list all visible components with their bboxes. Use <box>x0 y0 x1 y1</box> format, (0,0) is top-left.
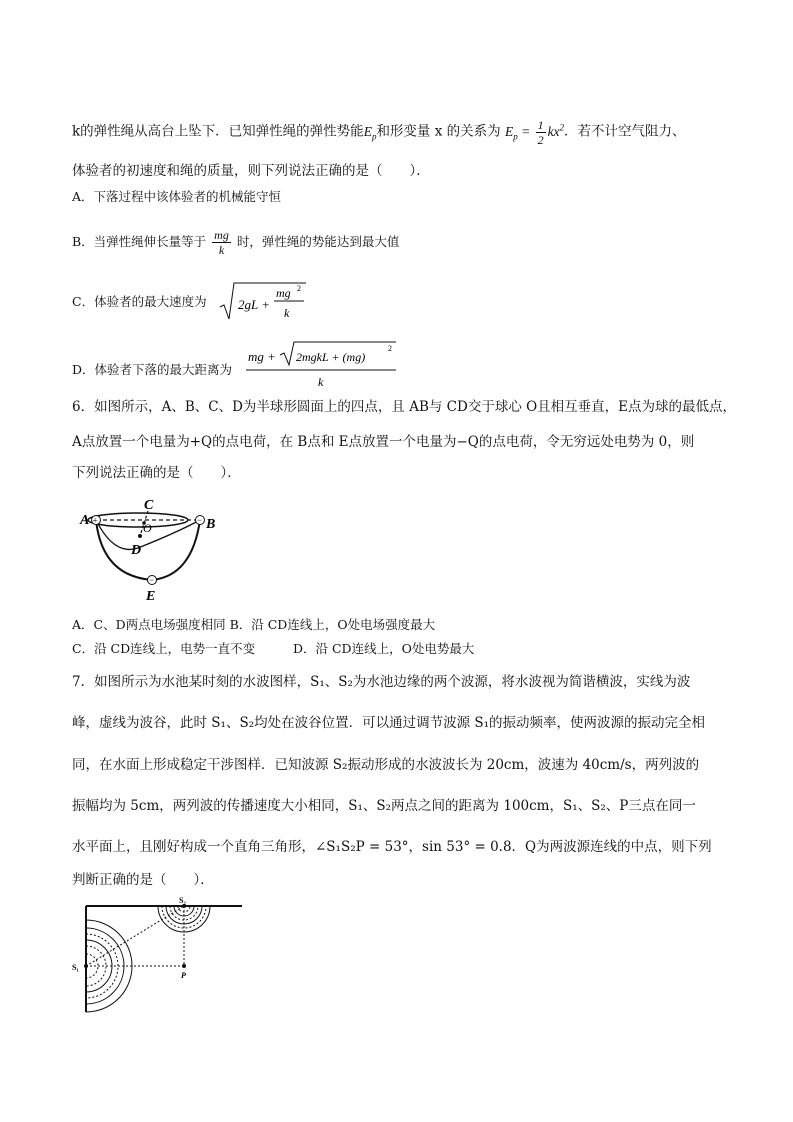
ep-symbol: $E_p$ <box>363 123 377 142</box>
q7-stem-line6: 判断正确的是（ ）． <box>72 872 214 888</box>
label-s2: S₂ <box>179 896 186 905</box>
q5-stem-line2: 体验者的初速度和绳的质量，则下列说法正确的是（ ）． <box>72 163 430 179</box>
source-s1 <box>84 964 88 968</box>
q6-stem-line3: 下列说法正确的是（ ）． <box>72 465 241 481</box>
q5-option-b-text-a: B．当弹性绳伸长量等于 <box>72 234 207 249</box>
svg-text:k: k <box>318 375 324 389</box>
half-fraction: $\frac{1}{2}$ <box>537 118 544 147</box>
svg-text:−: − <box>149 575 155 585</box>
q7-stem-line3: 同，在水面上形成稳定干涉图样．已知波源 S₂振动形成的水波波长为 20cm，波速为 40cm/s，两列波的 <box>72 757 700 773</box>
q5-option-d-formula <box>246 339 398 391</box>
point-d <box>138 534 142 538</box>
q5-option-c-formula <box>218 279 308 325</box>
q5-stem-line1 <box>72 118 686 147</box>
q7-stem-line4: 振幅均为 5cm，两列波的传播速度大小相同，S₁、S₂两点之间的距离为 100cm，S₁、S₂、P三点在同一 <box>72 798 696 814</box>
q6-option-d: D．沿 CD连线上，O处电势最大 <box>293 641 475 656</box>
svg-text:2: 2 <box>297 284 301 293</box>
q5-option-c-text: C．体验者的最大速度为 <box>72 294 207 309</box>
q5-stem-text-a: k的弹性绳从高台上坠下．已知弹性绳的弹性势能 <box>72 123 364 140</box>
q6-stem-line2: A点放置一个电量为+Q的点电荷，在 B点和 E点放置一个电量为−Q的点电荷，令无穷远处电势为 0，则 <box>72 434 695 450</box>
q5-stem-text-c: ．若不计空气阻力、 <box>564 123 686 140</box>
q7-stem-line1: 7．如图所示为水池某时刻的水波图样，S₁、S₂为水池边缘的两个波源，将水波视为简谐横波，实线为波 <box>72 674 691 690</box>
q5-stem-text-b: 和形变量 x 的关系为 <box>376 123 501 140</box>
q6-option-c: C．沿 CD连线上，电势一直不变 <box>72 641 256 656</box>
q5-option-b-text-b: 时，弹性绳的势能达到最大值 <box>236 234 400 249</box>
svg-text:mg +: mg + <box>248 349 276 364</box>
q5-option-d <box>72 361 232 379</box>
q5-option-a: A．下落过程中该体验者的机械能守恒 <box>72 189 282 204</box>
label-e: E <box>146 589 156 604</box>
q6-stem-line1: 6．如图所示，A、B、C、D为半球形圆面上的四点，且 AB与 CD交于球心 O且相互垂直，E点为球的最低点， <box>72 399 737 415</box>
svg-text:k: k <box>284 306 290 320</box>
s1-crest-3 <box>86 920 132 1012</box>
svg-text:mg: mg <box>276 286 291 300</box>
q5-option-d-text: D．体验者下落的最大距离为 <box>72 362 233 377</box>
label-c: C <box>144 498 154 513</box>
q6-hemisphere-figure <box>80 494 220 604</box>
q5-option-b <box>72 228 399 257</box>
label-o: O <box>143 521 152 535</box>
svg-text:2gL +: 2gL + <box>238 297 271 312</box>
svg-text:+: + <box>92 515 98 526</box>
q7-stem-line5: 水平面上，且刚好构成一个直角三角形，∠S₁S₂P = 53°，sin 53° = 0.8．Q为两波源连线的中点，则下列 <box>72 839 712 855</box>
ep-formula: $E_p$ = $\frac{1}{2}$ $kx^2$ <box>504 118 565 147</box>
s2-trough-3 <box>162 906 206 928</box>
svg-text:−: − <box>197 515 203 525</box>
svg-text:2: 2 <box>388 344 392 353</box>
svg-text:2mgkL + (mg): 2mgkL + (mg) <box>296 350 366 364</box>
label-b: B <box>206 517 216 532</box>
label-d: D <box>131 543 142 558</box>
q7-water-wave-figure <box>68 896 248 1016</box>
q6-option-ab: A．C、D两点电场强度相同 B．沿 CD连线上，O处电场强度最大 <box>72 617 436 632</box>
label-a: A <box>80 513 90 528</box>
q5-option-c <box>72 293 207 311</box>
q7-stem-line2: 峰，虚线为波谷，此时 S₁、S₂均处在波谷位置．可以通过调节波源 S₁的振动频率，使两波源的振动完全相 <box>72 715 706 731</box>
label-s1: S₁ <box>72 963 79 972</box>
s1-s2-dotted <box>86 906 184 966</box>
label-p: P <box>181 971 186 980</box>
mg-over-k-fraction: $\frac{mg}{k}$ <box>214 228 229 257</box>
point-p <box>182 964 186 968</box>
